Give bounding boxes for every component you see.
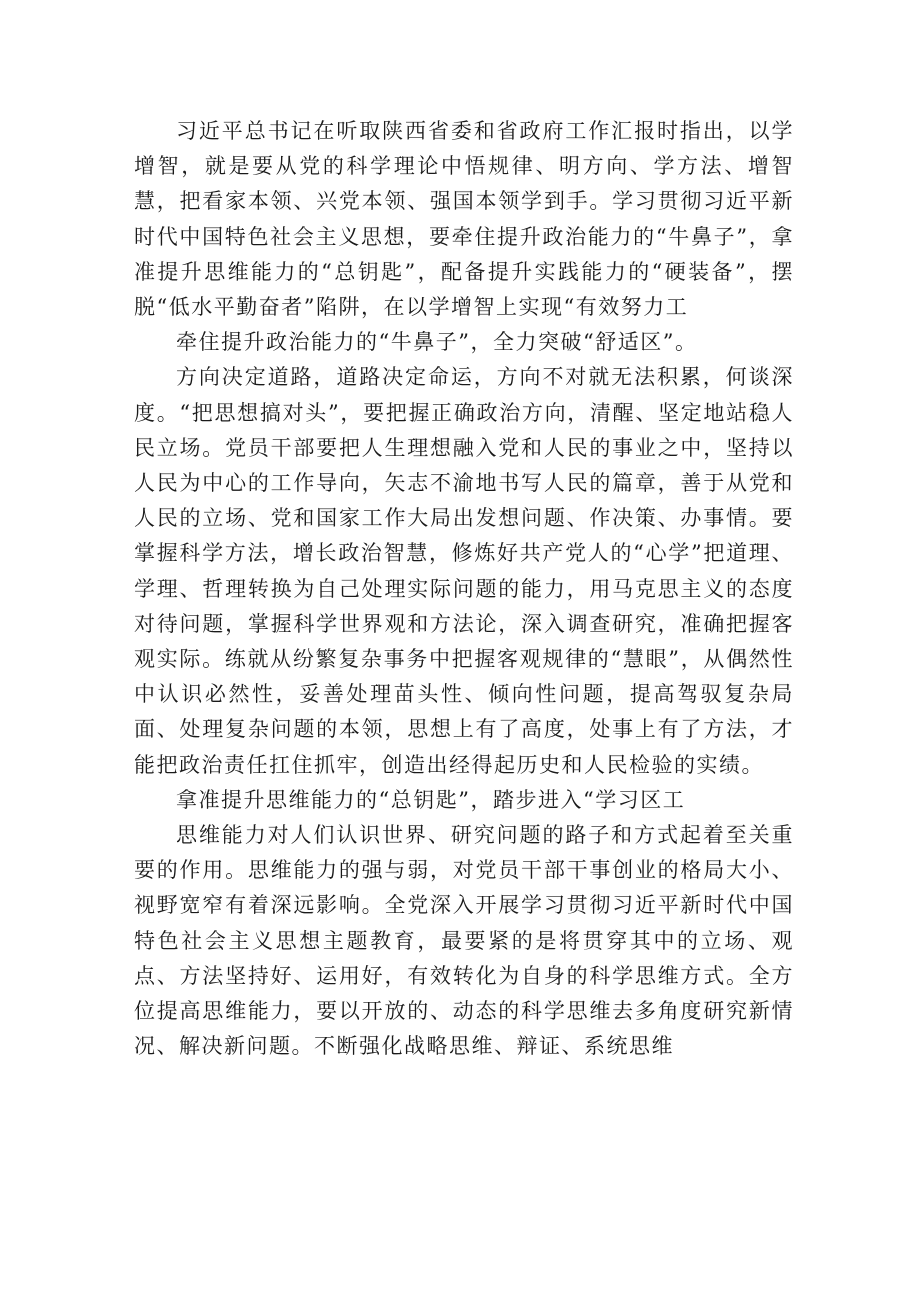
paragraph-intro: 习近平总书记在听取陕西省委和省政府工作汇报时指出，以学增智，就是要从党的科学理论中悟规律、明方向、学方法、增智慧，把看家本领、兴党本领、强国本领学到手。学习贯彻习近平新时代中国特色社会主义思想，要牵住提升政治能力的“牛鼻子”，拿准提升思维能力的“总钥匙”，配备提升实践能力的“硬装备”，摆脱“低水平勤奋者”陷阱，在以学增智上实现“有效努力工 xyxy=(134,119,794,320)
paragraph-thinking-ability: 思维能力对人们认识世界、研究问题的路子和方式起着至关重要的作用。思维能力的强与弱，对党员干部干事创业的格局大小、视野宽窄有着深远影响。全党深入开展学习贯彻习近平新时代中国特色社会主义思想主题教育，最要紧的是将贯穿其中的立场、观点、方法坚持好、运用好，有效转化为自身的科学思维方式。全方位提高思维能力，要以开放的、动态的科学思维去多角度研究新情况、解决新问题。不断强化战略思维、辩证、系统思维 xyxy=(134,823,794,1059)
section-heading-thinking-ability: 拿准提升思维能力的“总钥匙”，踏步进入“学习区工 xyxy=(176,787,686,812)
section-heading-political-ability: 牵住提升政治能力的“牛鼻子”，全力突破“舒适区”。 xyxy=(176,330,698,355)
document-body xyxy=(134,114,794,1064)
paragraph-political-direction: 方向决定道路，道路决定命运，方向不对就无法积累，何谈深度。“把思想搞对头”，要把握正确政治方向，清醒、坚定地站稳人民立场。党员干部要把人生理想融入党和人民的事业之中，坚持以人民为中心的工作导向，矢志不渝地书写人民的篇章，善于从党和人民的立场、党和国家工作大局出发想问题、作决策、办事情。要掌握科学方法，增长政治智慧，修炼好共产党人的“心学”把道理、学理、哲理转换为自己处理实际问题的能力，用马克思主义的态度对待问题，掌握科学世界观和方法论，深入调查研究，准确把握客观实际。练就从纷繁复杂事务中把握客观规律的“慧眼”，从偶然性中认识必然性，妥善处理苗头性、倾向性问题，提高驾驭复杂局面、处理复杂问题的本领，思想上有了高度，处事上有了方法，才能把政治责任扛住抓牢，创造出经得起历史和人民检验的实绩。 xyxy=(134,365,794,777)
